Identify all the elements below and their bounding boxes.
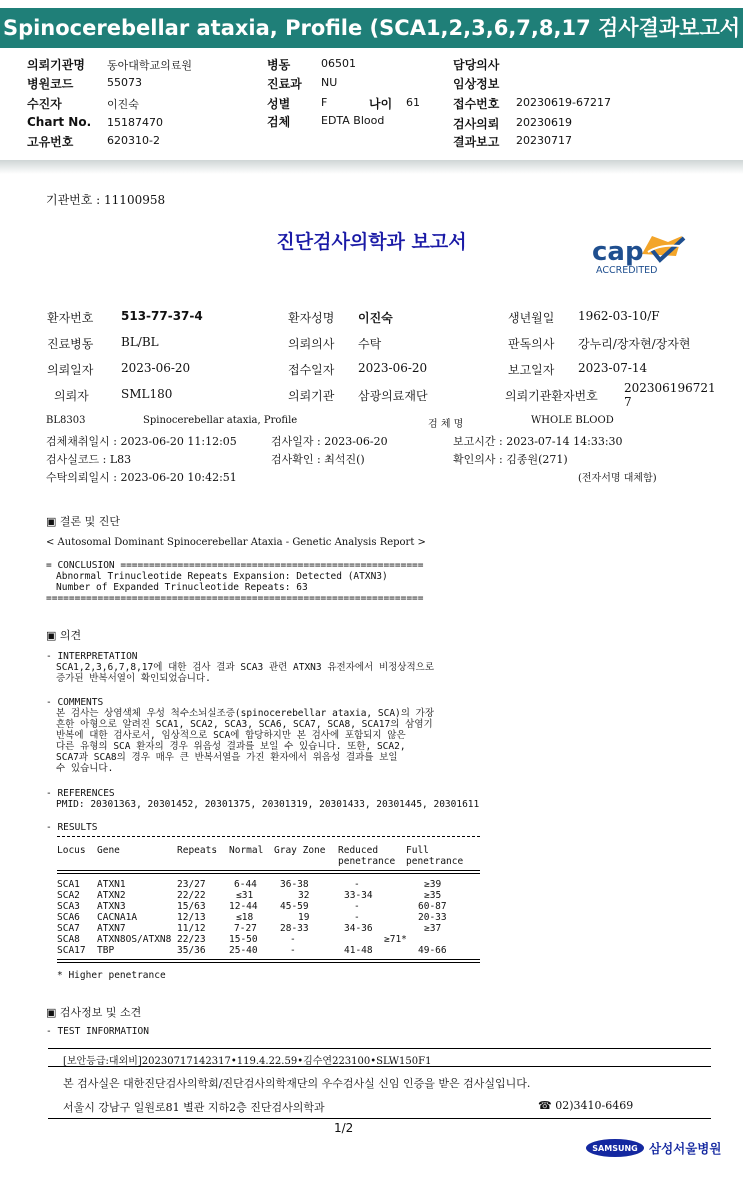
age-label: 나이 [369, 97, 393, 111]
meta-item: 검사확인 : 최석진() [271, 453, 365, 466]
header-value: F [321, 96, 328, 109]
cell-normal: 12-44 [229, 901, 258, 912]
header-label: 고유번호 [27, 135, 74, 149]
patient-value: 1962-03-10/F [578, 309, 660, 323]
cell-reduced: 41-48 [344, 945, 373, 956]
cap-subtext: ACCREDITED [596, 265, 658, 276]
col-header: penetrance [406, 856, 464, 867]
results-heading: - RESULTS [46, 822, 98, 833]
cell-gene: ATXN7 [97, 923, 126, 934]
interpretation-heading: - INTERPRETATION [46, 651, 138, 662]
comments-line: 본 검사는 상염색체 우성 척수소뇌실조증(spinocerebellar ataxia, SCA)의 가장 [56, 708, 435, 719]
header-label: 병원코드 [27, 77, 74, 91]
report-title: 진단검사의학과 보고서 [276, 231, 467, 253]
header-label: 임상정보 [453, 77, 500, 91]
patient-label: 의뢰일자 [47, 363, 94, 377]
cell-grayzone: 45-59 [280, 901, 309, 912]
col-header: Reduced [338, 845, 379, 856]
patient-value: 2023-06-20 [358, 361, 428, 375]
header-value: 15187470 [107, 116, 163, 129]
interpretation-line: 증가된 반복서열이 확인되었습니다. [56, 673, 211, 684]
cell-locus: SCA8 [57, 934, 80, 945]
cell-locus: SCA17 [57, 945, 86, 956]
cell-normal: 15-50 [229, 934, 258, 945]
patient-value: 수탁 [358, 337, 382, 351]
meta-item: 검사실코드 : L83 [46, 453, 132, 466]
cell-locus: SCA1 [57, 879, 80, 890]
patient-value: 강누리/장자현/장자현 [578, 337, 691, 351]
header-label: 의뢰기관명 [27, 58, 85, 72]
header-value: 이진숙 [107, 98, 139, 111]
header-label: Chart No. [27, 115, 92, 129]
section-opinion-heading: ▣ 의견 [46, 629, 82, 642]
cell-grayzone: 36-38 [280, 879, 309, 890]
header-value: EDTA Blood [321, 114, 385, 127]
cell-full: 60-87 [418, 901, 447, 912]
cell-gene: TBP [97, 945, 115, 956]
cell-reduced: - [354, 879, 360, 890]
certification-text: 본 검사실은 대한진단검사의학회/진단검사의학재단의 우수검사실 신임 인증을 받은 검사실입니다. [63, 1077, 531, 1090]
header-label: 접수번호 [453, 97, 500, 111]
comments-line: 반복에 대한 검사로서, 임상적으로 SCA에 합당하지만 본 검사에 포함되지 않은 [56, 730, 406, 741]
conclusion-end: ================================================================== [46, 593, 424, 604]
table-top-rule [57, 836, 480, 837]
test-information-heading: - TEST INFORMATION [46, 1026, 149, 1037]
cell-gene: ATXN1 [97, 879, 126, 890]
cell-repeats: 22/22 [177, 890, 206, 901]
cell-normal: 6-44 [234, 879, 257, 890]
cell-normal: ≤31 [236, 890, 254, 901]
cell-locus: SCA3 [57, 901, 80, 912]
meta-item: 수탁의뢰일시 : 2023-06-20 10:42:51 [46, 471, 237, 484]
results-footnote: * Higher penetrance [57, 970, 166, 981]
cell-repeats: 15/63 [177, 901, 206, 912]
cap-text: cap [592, 237, 644, 267]
page-number: 1/2 [334, 1121, 354, 1135]
cell-reduced: ≥71* [384, 934, 407, 945]
patient-label: 생년월일 [508, 311, 555, 325]
patient-value: 2023-06-20 [121, 361, 191, 375]
patient-label: 의뢰기관 [288, 389, 335, 403]
col-header: penetrance [338, 856, 396, 867]
header-label: 수진자 [27, 97, 62, 111]
header-value: 동아대학교의료원 [107, 59, 193, 72]
header-value: 55073 [107, 76, 142, 89]
footer-top-rule [48, 1048, 711, 1049]
cell-full: ≥39 [424, 879, 442, 890]
cell-reduced: 34-36 [344, 923, 373, 934]
cell-normal: ≤18 [236, 912, 254, 923]
patient-label: 의뢰자 [54, 389, 89, 403]
references-line: PMID: 20301363, 20301452, 20301375, 20301319, 20301433, 20301445, 20301611 [56, 799, 480, 810]
specimen-label: 검 체 명 [428, 419, 464, 430]
meta-item: 검체채취일시 : 2023-06-20 11:12:05 [46, 435, 237, 448]
header-value: 20230717 [516, 134, 572, 147]
comments-line: 흔한 아형으로 알려진 SCA1, SCA2, SCA3, SCA6, SCA7, SCA8, SCA17의 삼염기 [56, 719, 433, 730]
cell-full: ≥37 [424, 923, 442, 934]
cap-accredited-logo [590, 232, 690, 278]
patient-value: 202306196721 [624, 381, 716, 395]
meta-item: 확인의사 : 김종원(271) [453, 453, 568, 466]
footer-mid-rule [48, 1066, 711, 1067]
age-value: 61 [406, 96, 420, 109]
comments-heading: - COMMENTS [46, 697, 104, 708]
cell-gene: ATXN2 [97, 890, 126, 901]
cell-locus: SCA2 [57, 890, 80, 901]
header-label: 검체 [267, 115, 291, 129]
samsung-logo [585, 1138, 645, 1158]
cell-grayzone: 32 [298, 890, 310, 901]
cell-grayzone: 28-33 [280, 923, 309, 934]
header-value: 620310-2 [107, 134, 160, 147]
patient-label: 의뢰의사 [288, 337, 335, 351]
cell-repeats: 22/23 [177, 934, 206, 945]
cell-reduced: 33-34 [344, 890, 373, 901]
cell-reduced: - [354, 901, 360, 912]
banner-title: Spinocerebellar ataxia, Profile (SCA1,2,3,6,7,8,17 검사결과보고서 [2, 16, 741, 40]
header-value: 20230619 [516, 116, 572, 129]
footer-bottom-rule [48, 1118, 711, 1119]
comments-line: SCA7과 SCA8의 경우 매우 큰 반복서열을 가진 환자에서 위음성 결과를 보일 [56, 752, 398, 763]
meta-item: 검사일자 : 2023-06-20 [271, 435, 388, 448]
cap-emblem-icon [642, 236, 684, 260]
header-value: 20230619-67217 [516, 96, 611, 109]
cell-repeats: 12/13 [177, 912, 206, 923]
test-code: BL8303 [46, 415, 86, 426]
cell-grayzone: - [290, 945, 296, 956]
patient-value: BL/BL [121, 335, 159, 349]
cell-gene: ATXN3 [97, 901, 126, 912]
col-header: Locus [57, 845, 86, 856]
header-label: 병동 [267, 58, 291, 72]
patient-value: 삼광의료재단 [358, 389, 428, 403]
security-line: [보안등급:대외비]20230717142317•119.4.22.59•김수연223100•SLW150F1 [63, 1056, 432, 1067]
hospital-name: 삼성서울병원 [649, 1141, 722, 1156]
patient-label: 판독의사 [508, 337, 555, 351]
patient-label: 보고일자 [508, 363, 555, 377]
table-bottom-rule [57, 959, 480, 963]
cell-repeats: 23/27 [177, 879, 206, 890]
section-info-heading: ▣ 검사정보 및 소견 [46, 1006, 142, 1019]
phone-text: ☎ 02)3410-6469 [538, 1099, 634, 1112]
patient-value: 513-77-37-4 [121, 309, 203, 323]
table-header-rule [57, 870, 480, 874]
cell-normal: 7-27 [234, 923, 257, 934]
test-name: Spinocerebellar ataxia, Profile [143, 415, 298, 426]
conclusion-line: Abnormal Trinucleotide Repeats Expansion: Detected (ATXN3) [56, 571, 388, 582]
specimen-value: WHOLE BLOOD [531, 415, 614, 426]
cell-full: 20-33 [418, 912, 447, 923]
signature-note: (전자서명 대체함) [578, 473, 657, 484]
comments-line: 다른 유형의 SCA 환자의 경우 위음성 결과를 보일 수 있습니다. 또한, SCA2, [56, 741, 406, 752]
patient-label: 환자번호 [47, 311, 94, 325]
header-label: 진료과 [267, 77, 302, 91]
patient-label: 환자성명 [288, 311, 335, 325]
conclusion-heading: = CONCLUSION ===================================================== [46, 560, 424, 571]
cell-locus: SCA6 [57, 912, 80, 923]
cell-repeats: 11/12 [177, 923, 206, 934]
comments-line: 수 있습니다. [56, 763, 114, 774]
institution-number: 기관번호 : 11100958 [46, 193, 166, 207]
header-label: 검사의뢰 [453, 117, 500, 131]
col-header: Gene [97, 845, 120, 856]
header-value: 06501 [321, 57, 356, 70]
cell-reduced: - [354, 912, 360, 923]
header-label: 결과보고 [453, 135, 500, 149]
cell-normal: 25-40 [229, 945, 258, 956]
patient-value: 2023-07-14 [578, 361, 648, 375]
header-label: 성별 [267, 97, 291, 111]
patient-label: 접수일자 [288, 363, 335, 377]
samsung-text: SAMSUNG [592, 1144, 638, 1153]
col-header: Normal [229, 845, 264, 856]
patient-value: SML180 [121, 387, 173, 401]
col-header: Full [406, 845, 429, 856]
section-result-heading: ▣ 결론 및 진단 [46, 515, 121, 528]
conclusion-line: Number of Expanded Trinucleotide Repeats: 63 [56, 582, 308, 593]
references-heading: - REFERENCES [46, 788, 115, 799]
cell-grayzone: - [290, 934, 296, 945]
cell-gene: ATXN8OS/ATXN8 [97, 934, 172, 945]
separator-shadow [0, 160, 743, 174]
cell-gene: CACNA1A [97, 912, 138, 923]
col-header: Gray Zone [274, 845, 326, 856]
header-label: 담당의사 [453, 58, 500, 72]
cell-grayzone: 19 [298, 912, 310, 923]
patient-label: 진료병동 [47, 337, 94, 351]
cell-repeats: 35/36 [177, 945, 206, 956]
patient-value: 이진숙 [358, 311, 393, 325]
patient-value-continued: 7 [624, 395, 632, 409]
cell-locus: SCA7 [57, 923, 80, 934]
cell-full: 49-66 [418, 945, 447, 956]
header-value: NU [321, 76, 338, 89]
patient-label: 의뢰기관환자번호 [505, 389, 598, 403]
interpretation-line: SCA1,2,3,6,7,8,17에 대한 검사 결과 SCA3 관련 ATXN3 유전자에서 비정상적으로 [56, 662, 435, 673]
analysis-title: < Autosomal Dominant Spinocerebellar Ataxia - Genetic Analysis Report > [46, 537, 426, 548]
address-text: 서울시 강남구 일원로81 별관 지하2층 진단검사의학과 [63, 1101, 325, 1114]
cell-full: ≥35 [424, 890, 442, 901]
meta-item: 보고시간 : 2023-07-14 14:33:30 [453, 435, 623, 448]
col-header: Repeats [177, 845, 218, 856]
